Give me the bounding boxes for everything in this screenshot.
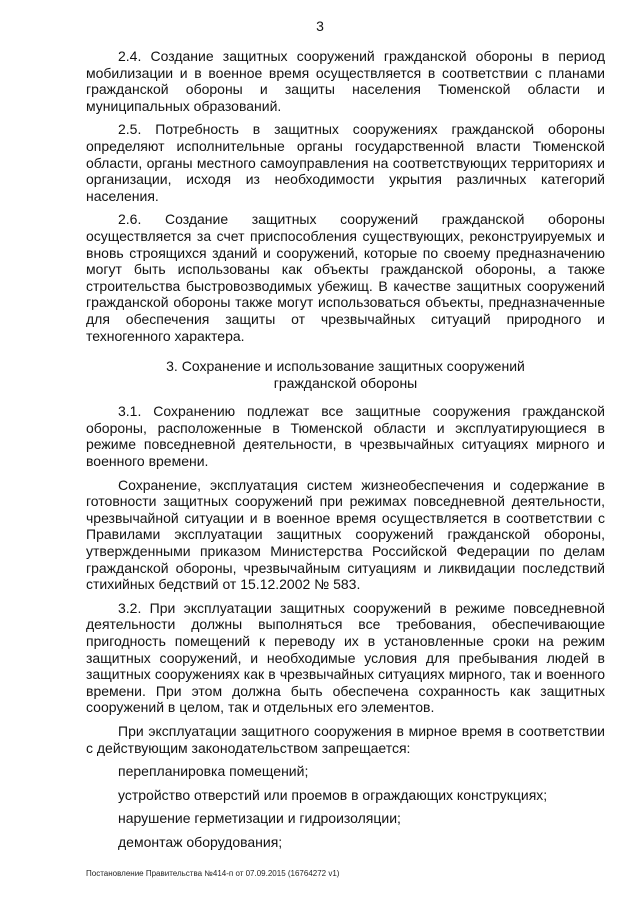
section-heading-line1: 3. Сохранение и использование защитных сооружений: [166, 358, 525, 375]
paragraph-2-4: 2.4. Создание защитных сооружений гражданской обороны в период мобилизации и в военное время осуществляется в соответствии с планами гражданской обороны и защиты населения Тюменской области и муниципальных образований.: [86, 48, 605, 114]
list-item: нарушение герметизации и гидроизоляции;: [118, 810, 401, 827]
paragraph-prohibitions-intro: При эксплуатации защитного сооружения в мирное время в соответствии с действующим законодательством запрещается:: [86, 722, 605, 756]
section-heading: [86, 358, 605, 391]
paragraph-3-2: 3.2. При эксплуатации защитных сооружений в режиме повседневной деятельности должны выполняться все требования, обеспечивающие пригодность помещений к переводу их в установленные сроки на режим защитных сооружений, и необходимые условия для пребывания людей в защитных сооружениях как в чрезвычайных ситуациях мирного, так и военного времени. При этом должна быть обеспечена сохранность как защитных сооружений в целом, так и отдельных его элементов.: [86, 599, 605, 716]
document-body: [86, 48, 605, 858]
list-item: устройство отверстий или проемов в ограждающих конструкциях;: [118, 786, 548, 803]
paragraph-3-1: 3.1. Сохранению подлежат все защитные сооружения гражданской обороны, расположенные в Тюменской области и эксплуатирующиеся в режиме повседневной деятельности, в чрезвычайных ситуациях мирного и военного времени.: [86, 403, 605, 470]
paragraph-maintenance: Сохранение, эксплуатация систем жизнеобеспечения и содержание в готовности защитных сооружений при режимах повседневной деятельности, чрезвычайной ситуации и в военное время осуществляется в соответствии с Правилами эксплуатации защитных сооружений гражданской обороны, утвержденными приказом Министерства Российской Федерации по делам гражданской обороны, чрезвычайным ситуациям и ликвидации последствий стихийных бедствий от 15.12.2002 № 583.: [86, 476, 605, 593]
list-item: демонтаж оборудования;: [118, 833, 283, 850]
paragraph-2-5: 2.5. Потребность в защитных сооружениях гражданской обороны определяют исполнительные органы государственной власти Тюменской области, органы местного самоуправления на соответствующих территориях и организации, исходя из необходимости укрытия различных категорий населения.: [86, 121, 605, 204]
page-number: 3: [316, 18, 324, 34]
document-footer: Постановление Правительства №414-п от 07.09.2015 (16764272 v1): [86, 869, 340, 878]
section-heading-line2: гражданской обороны: [273, 374, 418, 391]
paragraph-2-6: 2.6. Создание защитных сооружений гражданской обороны осуществляется за счет приспособления существующих, реконструируемых и вновь строящихся зданий и сооружений, которые по своему предназначению могут быть использованы как объекты гражданской обороны, а также строительства быстровозводимых убежищ. В качестве защитных сооружений гражданской обороны также могут использоваться объекты, предназначенные для обеспечения защиты от чрезвычайных ситуаций природного и техногенного характера.: [86, 211, 605, 344]
list-item: перепланировка помещений;: [118, 763, 309, 780]
